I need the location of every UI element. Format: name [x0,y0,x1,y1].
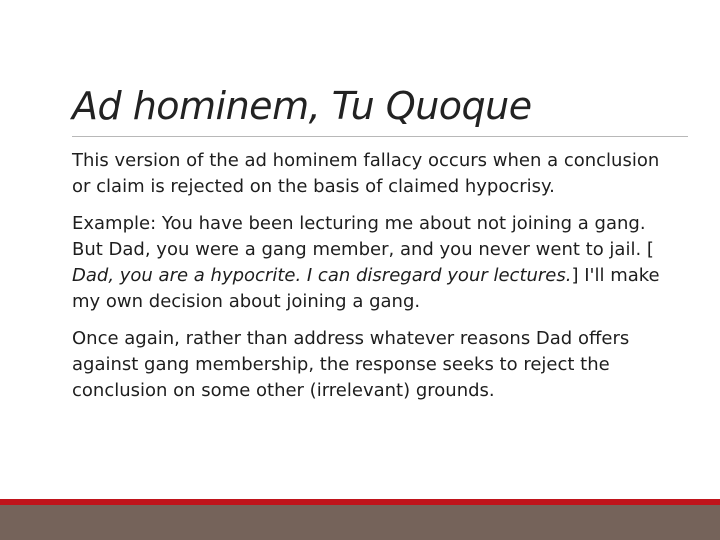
definition-paragraph: This version of the ad hominem fallacy occurs when a conclusion or claim is rejected on the basis of claimed hypocrisy. [72,150,660,197]
title-divider [72,136,688,137]
explanation-paragraph: Once again, rather than address whatever reasons Dad offers against gang membership, the response seeks to reject the conclusion on some other (irrelevant) grounds. [72,328,630,401]
slide-title: Ad hominem, Tu Quoque [72,84,532,128]
footer-bar [0,505,720,540]
slide-body [72,148,672,415]
example-text-end: ] I'll make my own decision about joining a gang. [72,265,660,312]
example-paragraph [72,211,672,315]
example-text-start: Example: You have been lecturing me about not joining a gang. But Dad, you were a gang member, and you never went to jail. [ [72,213,654,260]
example-italic-text: Dad, you are a hypocrite. I can disregard your lectures. [72,265,572,286]
